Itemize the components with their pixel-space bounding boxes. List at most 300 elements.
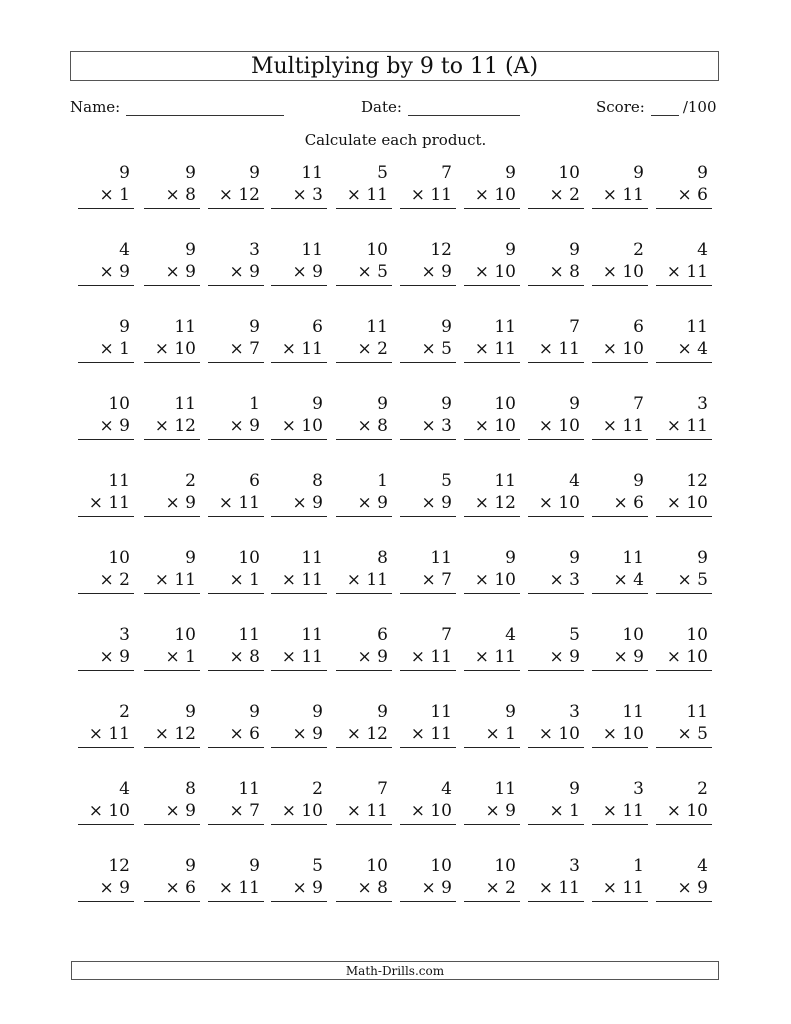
problem-multiplicand: 5 bbox=[441, 471, 452, 491]
problem-multiplicand: 4 bbox=[441, 779, 452, 799]
problem bbox=[656, 393, 712, 449]
problem-multiplier: × 2 bbox=[464, 877, 520, 902]
problem bbox=[528, 316, 584, 372]
problem-multiplier: × 9 bbox=[78, 261, 134, 286]
problem-multiplicand: 9 bbox=[185, 163, 196, 183]
problem-multiplier: × 11 bbox=[400, 723, 456, 748]
problem bbox=[656, 470, 712, 526]
problem-multiplier: × 7 bbox=[208, 338, 264, 363]
problem-multiplier: × 4 bbox=[592, 569, 648, 594]
date-label: Date: bbox=[361, 98, 402, 116]
problem-multiplicand: 11 bbox=[430, 702, 452, 722]
problem bbox=[208, 316, 264, 372]
problem-multiplicand: 11 bbox=[494, 471, 516, 491]
problem-multiplicand: 8 bbox=[377, 548, 388, 568]
problem-multiplier: × 11 bbox=[400, 646, 456, 671]
problem-multiplier: × 10 bbox=[592, 338, 648, 363]
problem-multiplier: × 1 bbox=[528, 800, 584, 825]
problem-multiplier: × 6 bbox=[592, 492, 648, 517]
title-text: Multiplying by 9 to 11 (A) bbox=[250, 53, 539, 79]
problem-multiplier: × 10 bbox=[78, 800, 134, 825]
problem bbox=[336, 393, 392, 449]
problem-multiplicand: 11 bbox=[301, 625, 323, 645]
problem-multiplicand: 9 bbox=[569, 548, 580, 568]
problem bbox=[400, 701, 456, 757]
problem-multiplicand: 3 bbox=[119, 625, 130, 645]
problem bbox=[528, 547, 584, 603]
problem-multiplicand: 10 bbox=[558, 163, 580, 183]
problem-multiplier: × 10 bbox=[271, 415, 327, 440]
problem-multiplier: × 11 bbox=[400, 184, 456, 209]
problem-multiplicand: 10 bbox=[430, 856, 452, 876]
problem bbox=[78, 470, 134, 526]
problem-multiplicand: 9 bbox=[249, 163, 260, 183]
problem-multiplier: × 5 bbox=[336, 261, 392, 286]
problem-multiplier: × 5 bbox=[656, 723, 712, 748]
problem-multiplicand: 6 bbox=[377, 625, 388, 645]
problem-multiplicand: 9 bbox=[119, 163, 130, 183]
problem-multiplier: × 9 bbox=[271, 877, 327, 902]
problem-multiplicand: 2 bbox=[312, 779, 323, 799]
problem bbox=[208, 778, 264, 834]
problem-multiplicand: 8 bbox=[312, 471, 323, 491]
problem-multiplier: × 12 bbox=[464, 492, 520, 517]
problem-multiplier: × 9 bbox=[271, 492, 327, 517]
problem bbox=[336, 239, 392, 295]
problem-multiplier: × 9 bbox=[208, 415, 264, 440]
problem-multiplier: × 2 bbox=[78, 569, 134, 594]
problem-multiplier: × 8 bbox=[144, 184, 200, 209]
problem bbox=[271, 316, 327, 372]
worksheet-title bbox=[70, 51, 719, 81]
problem bbox=[144, 701, 200, 757]
problem-multiplier: × 10 bbox=[464, 415, 520, 440]
problem bbox=[144, 162, 200, 218]
problem-multiplicand: 2 bbox=[697, 779, 708, 799]
problem-multiplicand: 9 bbox=[505, 702, 516, 722]
problem-multiplier: × 9 bbox=[144, 492, 200, 517]
problem-multiplier: × 1 bbox=[208, 569, 264, 594]
problem-multiplicand: 4 bbox=[697, 240, 708, 260]
problem-multiplier: × 9 bbox=[144, 800, 200, 825]
problem-multiplicand: 11 bbox=[301, 240, 323, 260]
problem bbox=[528, 470, 584, 526]
problem bbox=[592, 393, 648, 449]
problem-multiplicand: 12 bbox=[108, 856, 130, 876]
problem-multiplicand: 11 bbox=[494, 317, 516, 337]
problem-multiplier: × 10 bbox=[464, 569, 520, 594]
problem bbox=[592, 701, 648, 757]
problem bbox=[464, 547, 520, 603]
problem-multiplier: × 10 bbox=[528, 492, 584, 517]
problem bbox=[528, 393, 584, 449]
problem-multiplicand: 9 bbox=[569, 240, 580, 260]
problem bbox=[78, 855, 134, 911]
problem bbox=[208, 547, 264, 603]
problem bbox=[336, 855, 392, 911]
problem-multiplicand: 11 bbox=[366, 317, 388, 337]
problem-multiplier: × 9 bbox=[400, 492, 456, 517]
problem-multiplier: × 3 bbox=[528, 569, 584, 594]
problem bbox=[528, 701, 584, 757]
problem bbox=[400, 239, 456, 295]
date-field bbox=[361, 98, 520, 116]
problem-multiplier: × 11 bbox=[78, 723, 134, 748]
problem bbox=[592, 547, 648, 603]
problem-multiplicand: 9 bbox=[505, 163, 516, 183]
problem-multiplicand: 6 bbox=[633, 317, 644, 337]
problem bbox=[400, 778, 456, 834]
problem bbox=[528, 624, 584, 680]
problem-multiplier: × 9 bbox=[656, 877, 712, 902]
problem-multiplier: × 7 bbox=[208, 800, 264, 825]
problem bbox=[271, 778, 327, 834]
problem-multiplier: × 9 bbox=[400, 261, 456, 286]
problem bbox=[656, 162, 712, 218]
problem bbox=[400, 162, 456, 218]
problem-multiplicand: 3 bbox=[569, 702, 580, 722]
problem-multiplier: × 11 bbox=[336, 569, 392, 594]
problem-multiplicand: 10 bbox=[108, 394, 130, 414]
problem bbox=[592, 855, 648, 911]
problem-multiplier: × 2 bbox=[336, 338, 392, 363]
problem bbox=[208, 624, 264, 680]
problem-multiplier: × 6 bbox=[656, 184, 712, 209]
problem-multiplicand: 9 bbox=[312, 394, 323, 414]
problem-multiplier: × 12 bbox=[144, 723, 200, 748]
problem-multiplier: × 10 bbox=[528, 723, 584, 748]
problem-multiplicand: 2 bbox=[185, 471, 196, 491]
problem bbox=[464, 393, 520, 449]
problem-multiplicand: 4 bbox=[119, 240, 130, 260]
problem bbox=[144, 239, 200, 295]
problem bbox=[271, 855, 327, 911]
problem-multiplier: × 9 bbox=[271, 261, 327, 286]
problem bbox=[271, 239, 327, 295]
problem-multiplicand: 9 bbox=[505, 240, 516, 260]
problem-multiplicand: 2 bbox=[119, 702, 130, 722]
problem-multiplicand: 11 bbox=[238, 779, 260, 799]
problem-multiplicand: 9 bbox=[505, 548, 516, 568]
problem-multiplier: × 10 bbox=[271, 800, 327, 825]
problem bbox=[656, 624, 712, 680]
problem bbox=[336, 701, 392, 757]
problem-multiplier: × 10 bbox=[400, 800, 456, 825]
problem-multiplicand: 1 bbox=[377, 471, 388, 491]
problem-multiplicand: 10 bbox=[238, 548, 260, 568]
problem-multiplicand: 1 bbox=[249, 394, 260, 414]
problem bbox=[336, 547, 392, 603]
problem-multiplier: × 7 bbox=[400, 569, 456, 594]
problem bbox=[464, 239, 520, 295]
problem-multiplicand: 9 bbox=[377, 702, 388, 722]
problem bbox=[400, 316, 456, 372]
problem bbox=[528, 239, 584, 295]
problem bbox=[336, 162, 392, 218]
problem-multiplicand: 11 bbox=[494, 779, 516, 799]
problem-multiplicand: 7 bbox=[633, 394, 644, 414]
problem-multiplicand: 5 bbox=[377, 163, 388, 183]
date-line[interactable] bbox=[408, 98, 520, 116]
problem bbox=[78, 393, 134, 449]
problem bbox=[208, 855, 264, 911]
problem-multiplier: × 9 bbox=[592, 646, 648, 671]
problem-multiplier: × 1 bbox=[78, 338, 134, 363]
problem-multiplier: × 11 bbox=[336, 800, 392, 825]
problem bbox=[208, 162, 264, 218]
problem-multiplicand: 11 bbox=[622, 702, 644, 722]
problem-multiplicand: 10 bbox=[108, 548, 130, 568]
score-label: Score: bbox=[596, 98, 645, 116]
problem bbox=[528, 778, 584, 834]
problem bbox=[78, 624, 134, 680]
problem-multiplier: × 10 bbox=[656, 492, 712, 517]
problem bbox=[400, 547, 456, 603]
problem bbox=[271, 701, 327, 757]
problem-multiplier: × 8 bbox=[528, 261, 584, 286]
problem-multiplicand: 9 bbox=[377, 394, 388, 414]
problem-multiplicand: 9 bbox=[185, 240, 196, 260]
problem bbox=[144, 547, 200, 603]
problem-multiplier: × 10 bbox=[464, 261, 520, 286]
problem bbox=[78, 701, 134, 757]
problem-multiplier: × 6 bbox=[208, 723, 264, 748]
problem-multiplicand: 11 bbox=[301, 548, 323, 568]
problem-multiplier: × 3 bbox=[271, 184, 327, 209]
problem-multiplicand: 9 bbox=[185, 856, 196, 876]
problem-multiplier: × 11 bbox=[208, 492, 264, 517]
problem-multiplier: × 5 bbox=[656, 569, 712, 594]
problem-multiplicand: 11 bbox=[686, 317, 708, 337]
problem-multiplier: × 11 bbox=[528, 338, 584, 363]
problem-multiplier: × 9 bbox=[208, 261, 264, 286]
problem-multiplicand: 4 bbox=[569, 471, 580, 491]
problem-multiplicand: 5 bbox=[569, 625, 580, 645]
problem-multiplicand: 9 bbox=[185, 702, 196, 722]
problem bbox=[656, 239, 712, 295]
problem-multiplicand: 10 bbox=[622, 625, 644, 645]
problem-multiplier: × 9 bbox=[271, 723, 327, 748]
problem-multiplicand: 11 bbox=[430, 548, 452, 568]
problem-multiplicand: 6 bbox=[312, 317, 323, 337]
problem-multiplier: × 11 bbox=[271, 646, 327, 671]
problem-multiplier: × 12 bbox=[144, 415, 200, 440]
problem-multiplier: × 9 bbox=[336, 492, 392, 517]
problem-multiplicand: 9 bbox=[569, 394, 580, 414]
problem bbox=[271, 470, 327, 526]
score-field bbox=[596, 98, 717, 116]
problem-multiplier: × 9 bbox=[144, 261, 200, 286]
problem bbox=[464, 701, 520, 757]
problem-multiplier: × 11 bbox=[336, 184, 392, 209]
problem bbox=[208, 239, 264, 295]
problem-multiplier: × 11 bbox=[592, 184, 648, 209]
problem-multiplicand: 11 bbox=[174, 317, 196, 337]
problem bbox=[400, 393, 456, 449]
problem bbox=[336, 624, 392, 680]
problem bbox=[592, 316, 648, 372]
problem-multiplier: × 11 bbox=[271, 338, 327, 363]
problem-multiplicand: 10 bbox=[174, 625, 196, 645]
problem-multiplicand: 10 bbox=[494, 394, 516, 414]
problem-multiplicand: 9 bbox=[569, 779, 580, 799]
problem-multiplier: × 1 bbox=[464, 723, 520, 748]
problem-multiplicand: 11 bbox=[622, 548, 644, 568]
problem-multiplier: × 4 bbox=[656, 338, 712, 363]
problem-multiplier: × 9 bbox=[78, 877, 134, 902]
problem-multiplicand: 1 bbox=[633, 856, 644, 876]
problem-multiplier: × 3 bbox=[400, 415, 456, 440]
problem bbox=[78, 239, 134, 295]
problem-multiplier: × 2 bbox=[528, 184, 584, 209]
problem-multiplier: × 11 bbox=[592, 877, 648, 902]
score-total: /100 bbox=[682, 98, 717, 116]
problem-multiplier: × 10 bbox=[528, 415, 584, 440]
name-field bbox=[70, 98, 284, 116]
name-line[interactable] bbox=[126, 98, 284, 116]
problem-multiplier: × 9 bbox=[528, 646, 584, 671]
problem-multiplicand: 5 bbox=[312, 856, 323, 876]
problem bbox=[144, 855, 200, 911]
problem bbox=[208, 701, 264, 757]
problem-multiplicand: 7 bbox=[441, 625, 452, 645]
problem-multiplicand: 9 bbox=[633, 471, 644, 491]
problem bbox=[271, 624, 327, 680]
problem-multiplicand: 9 bbox=[697, 548, 708, 568]
problem-multiplicand: 3 bbox=[569, 856, 580, 876]
score-line[interactable] bbox=[651, 98, 679, 116]
problem-multiplier: × 11 bbox=[78, 492, 134, 517]
problem-multiplicand: 11 bbox=[108, 471, 130, 491]
problem-multiplicand: 11 bbox=[238, 625, 260, 645]
problem-multiplicand: 9 bbox=[185, 548, 196, 568]
problem-multiplier: × 11 bbox=[464, 338, 520, 363]
problem-multiplier: × 10 bbox=[592, 261, 648, 286]
problem-multiplicand: 9 bbox=[441, 394, 452, 414]
problem-multiplicand: 9 bbox=[441, 317, 452, 337]
problem bbox=[336, 778, 392, 834]
problem-multiplier: × 1 bbox=[78, 184, 134, 209]
problem bbox=[656, 547, 712, 603]
problem-multiplicand: 7 bbox=[377, 779, 388, 799]
problem-multiplicand: 2 bbox=[633, 240, 644, 260]
problem-multiplicand: 12 bbox=[430, 240, 452, 260]
footer bbox=[71, 961, 719, 980]
problem bbox=[78, 162, 134, 218]
problem-multiplier: × 8 bbox=[208, 646, 264, 671]
problem-multiplier: × 9 bbox=[400, 877, 456, 902]
name-label: Name: bbox=[70, 98, 121, 116]
problem-multiplier: × 6 bbox=[144, 877, 200, 902]
problem bbox=[144, 624, 200, 680]
footer-text: Math-Drills.com bbox=[345, 963, 445, 978]
problem bbox=[144, 316, 200, 372]
problem bbox=[592, 239, 648, 295]
problem-multiplicand: 4 bbox=[119, 779, 130, 799]
problem-multiplicand: 9 bbox=[119, 317, 130, 337]
problem-multiplicand: 9 bbox=[633, 163, 644, 183]
problem bbox=[271, 547, 327, 603]
problem-multiplier: × 11 bbox=[144, 569, 200, 594]
problem-multiplier: × 11 bbox=[592, 800, 648, 825]
problem-multiplicand: 9 bbox=[697, 163, 708, 183]
problem bbox=[144, 393, 200, 449]
problem-multiplicand: 3 bbox=[633, 779, 644, 799]
problem bbox=[336, 316, 392, 372]
problem bbox=[78, 778, 134, 834]
problem-multiplier: × 1 bbox=[144, 646, 200, 671]
problem-multiplicand: 10 bbox=[366, 240, 388, 260]
problem bbox=[464, 778, 520, 834]
problem-multiplier: × 11 bbox=[656, 261, 712, 286]
problem bbox=[400, 624, 456, 680]
problem-multiplicand: 9 bbox=[249, 856, 260, 876]
problem bbox=[464, 624, 520, 680]
instructions: Calculate each product. bbox=[304, 131, 487, 149]
problem bbox=[528, 162, 584, 218]
problem-multiplier: × 10 bbox=[464, 184, 520, 209]
problem bbox=[400, 470, 456, 526]
problem bbox=[656, 316, 712, 372]
problem bbox=[464, 855, 520, 911]
problem-multiplier: × 12 bbox=[208, 184, 264, 209]
problem-multiplier: × 10 bbox=[592, 723, 648, 748]
problem bbox=[464, 316, 520, 372]
problem-multiplicand: 12 bbox=[686, 471, 708, 491]
problem-multiplicand: 8 bbox=[185, 779, 196, 799]
problem-multiplicand: 10 bbox=[494, 856, 516, 876]
problem-multiplicand: 4 bbox=[697, 856, 708, 876]
problem bbox=[271, 162, 327, 218]
problem-multiplicand: 9 bbox=[312, 702, 323, 722]
problem-multiplier: × 5 bbox=[400, 338, 456, 363]
problem bbox=[656, 701, 712, 757]
problem-multiplier: × 11 bbox=[464, 646, 520, 671]
problem bbox=[592, 162, 648, 218]
problem bbox=[592, 470, 648, 526]
problem-multiplier: × 11 bbox=[208, 877, 264, 902]
problem-multiplier: × 8 bbox=[336, 415, 392, 440]
problem-multiplier: × 9 bbox=[464, 800, 520, 825]
problem-multiplier: × 9 bbox=[336, 646, 392, 671]
problem-multiplicand: 11 bbox=[301, 163, 323, 183]
problem-multiplicand: 7 bbox=[569, 317, 580, 337]
problem-multiplier: × 9 bbox=[78, 646, 134, 671]
problem bbox=[208, 393, 264, 449]
problem-multiplicand: 9 bbox=[249, 317, 260, 337]
problem-multiplicand: 11 bbox=[686, 702, 708, 722]
problem-multiplier: × 9 bbox=[78, 415, 134, 440]
problem-multiplier: × 10 bbox=[656, 646, 712, 671]
problem-multiplier: × 10 bbox=[144, 338, 200, 363]
problem bbox=[464, 470, 520, 526]
problem-multiplicand: 3 bbox=[249, 240, 260, 260]
problem bbox=[144, 778, 200, 834]
problem bbox=[144, 470, 200, 526]
problem bbox=[78, 547, 134, 603]
problem-multiplicand: 9 bbox=[249, 702, 260, 722]
problem bbox=[78, 316, 134, 372]
problem bbox=[592, 624, 648, 680]
problem bbox=[656, 778, 712, 834]
problem bbox=[592, 778, 648, 834]
problem-multiplier: × 10 bbox=[656, 800, 712, 825]
problem-multiplicand: 3 bbox=[697, 394, 708, 414]
problem-multiplicand: 6 bbox=[249, 471, 260, 491]
problem bbox=[400, 855, 456, 911]
problem-multiplier: × 11 bbox=[592, 415, 648, 440]
problem-multiplicand: 10 bbox=[366, 856, 388, 876]
